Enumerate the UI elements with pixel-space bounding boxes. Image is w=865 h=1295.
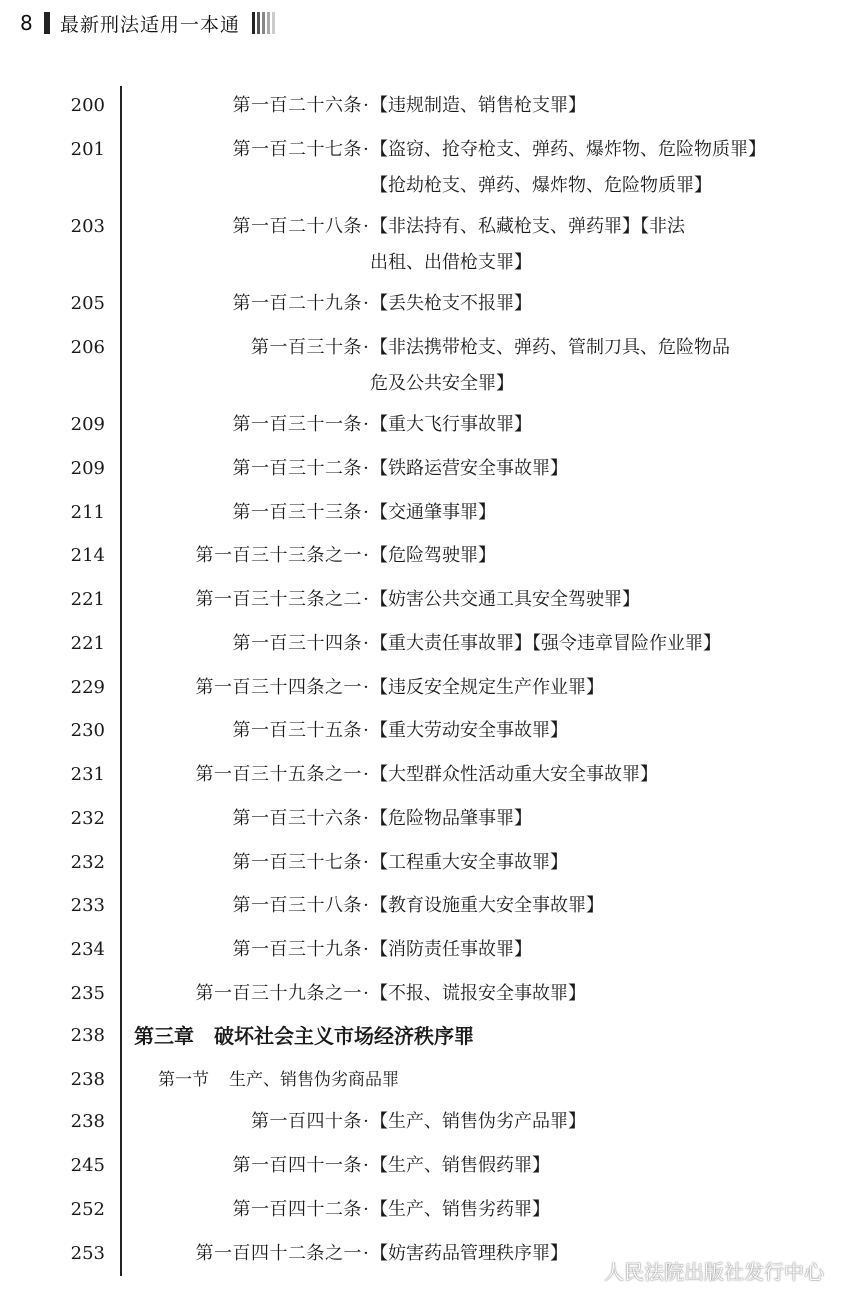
- toc-page-number: 209: [70, 458, 105, 479]
- toc-page-number: 221: [70, 633, 105, 654]
- article-number: 第一百四十一条: [232, 1155, 362, 1176]
- toc-page-number: 209: [70, 414, 105, 435]
- crime-name-line: 【违反安全规定生产作业罪】: [370, 677, 604, 698]
- leader-dot: ·: [363, 895, 369, 916]
- crime-names: [370, 132, 815, 204]
- article-number: 第一百三十三条: [232, 502, 362, 523]
- watermark-text: 人民法院出版社发行中心: [604, 1260, 824, 1284]
- crime-names: [370, 801, 815, 837]
- leader-dot: ·: [363, 458, 369, 479]
- toc-page-number: 230: [70, 720, 105, 741]
- leader-dot: ·: [363, 939, 369, 960]
- chapter-number: 第三章: [134, 1024, 194, 1048]
- article-number: 第一百三十七条: [232, 852, 362, 873]
- toc-page-number: 214: [70, 545, 105, 566]
- toc-page-number: 206: [70, 337, 105, 358]
- article-number: 第一百四十二条: [232, 1199, 362, 1220]
- article-number: 第一百二十八条: [232, 216, 362, 237]
- leader-dot: ·: [363, 1111, 369, 1132]
- article-number: 第一百二十九条: [232, 293, 362, 314]
- crime-names: [370, 451, 815, 487]
- leader-dot: ·: [363, 414, 369, 435]
- crime-name-line: 【生产、销售假药罪】: [370, 1155, 550, 1176]
- toc-page-number: 238: [70, 1069, 105, 1090]
- crime-name-line: 【重大责任事故罪】【强令违章冒险作业罪】: [370, 633, 721, 654]
- section-title: 生产、销售伪劣商品罪: [229, 1070, 399, 1090]
- crime-name-line: 【非法携带枪支、弹药、管制刀具、危险物品: [370, 337, 730, 358]
- crime-names: [370, 330, 815, 402]
- crime-names: [370, 1192, 815, 1228]
- toc-page-number: 232: [70, 808, 105, 829]
- crime-name-line: 【丢失枪支不报罪】: [370, 293, 532, 314]
- crime-names: [370, 407, 815, 443]
- crime-names: [370, 495, 815, 531]
- article-number: 第一百四十二条之一: [195, 1243, 362, 1264]
- watermark: [570, 1256, 824, 1285]
- leader-dot: ·: [363, 545, 369, 566]
- toc-page-number: 231: [70, 764, 105, 785]
- article-number: 第一百三十八条: [232, 895, 362, 916]
- crime-name-line: 【工程重大安全事故罪】: [370, 852, 568, 873]
- leader-dot: ·: [363, 983, 369, 1004]
- toc-page-number: 245: [70, 1155, 105, 1176]
- crime-name-line: 【妨害公共交通工具安全驾驶罪】: [370, 589, 640, 610]
- crime-name-line: 【危险物品肇事罪】: [370, 808, 532, 829]
- article-number: 第一百二十六条: [232, 95, 362, 116]
- article-number: 第一百三十三条之一: [195, 545, 362, 566]
- crime-names: [370, 757, 815, 793]
- leader-dot: ·: [363, 720, 369, 741]
- article-number: 第一百三十九条: [232, 939, 362, 960]
- crime-names: [370, 932, 815, 968]
- leader-dot: ·: [363, 139, 369, 160]
- article-number: 第一百二十七条: [232, 139, 362, 160]
- toc-page-number: 201: [70, 139, 105, 160]
- article-number: 第一百三十五条: [232, 720, 362, 741]
- weibo-icon: [570, 1259, 598, 1283]
- crime-names: [370, 713, 815, 749]
- crime-name-line: 【非法持有、私藏枪支、弹药罪】【非法: [370, 216, 685, 237]
- leader-dot: ·: [363, 808, 369, 829]
- leader-dot: ·: [363, 1243, 369, 1264]
- crime-names: [370, 88, 815, 124]
- toc-page-number: 221: [70, 589, 105, 610]
- crime-name-line: 出租、出借枪支罪】: [370, 252, 532, 273]
- crime-names: [370, 538, 815, 574]
- leader-dot: ·: [363, 677, 369, 698]
- chapter-title: 破坏社会主义市场经济秩序罪: [214, 1024, 474, 1048]
- leader-dot: ·: [363, 589, 369, 610]
- leader-dot: ·: [363, 502, 369, 523]
- chapter-heading: [134, 1018, 474, 1054]
- toc-page-number: 252: [70, 1199, 105, 1220]
- toc-page-number: 238: [70, 1111, 105, 1132]
- crime-name-line: 【妨害药品管理秩序罪】: [370, 1243, 568, 1264]
- article-number: 第一百四十条: [251, 1111, 362, 1132]
- header-book-title: 最新刑法适用一本通: [60, 13, 241, 36]
- toc-page-number: 229: [70, 677, 105, 698]
- toc-page-number: 233: [70, 895, 105, 916]
- crime-name-line: 【生产、销售劣药罪】: [370, 1199, 550, 1220]
- section-number: 第一节: [158, 1070, 209, 1090]
- crime-name-line: 【铁路运营安全事故罪】: [370, 458, 568, 479]
- crime-names: [370, 209, 815, 281]
- section-heading: [158, 1062, 399, 1098]
- toc-page-number: 234: [70, 939, 105, 960]
- crime-name-line: 【教育设施重大安全事故罪】: [370, 895, 604, 916]
- crime-names: [370, 582, 815, 618]
- crime-name-line: 【不报、谎报安全事故罪】: [370, 983, 586, 1004]
- leader-dot: ·: [363, 337, 369, 358]
- toc-page-number: 238: [70, 1025, 105, 1046]
- crime-name-line: 【违规制造、销售枪支罪】: [370, 95, 586, 116]
- crime-names: [370, 1148, 815, 1184]
- crime-name-line: 【消防责任事故罪】: [370, 939, 532, 960]
- crime-name-line: 危及公共安全罪】: [370, 373, 514, 394]
- article-number: 第一百三十四条之一: [195, 677, 362, 698]
- header-page-number: 8: [20, 11, 33, 35]
- article-number: 第一百三十六条: [232, 808, 362, 829]
- article-number: 第一百三十四条: [232, 633, 362, 654]
- leader-dot: ·: [363, 633, 369, 654]
- leader-dot: ·: [363, 293, 369, 314]
- crime-names: [370, 845, 815, 881]
- article-number: 第一百三十九条之一: [195, 983, 362, 1004]
- crime-names: [370, 670, 815, 706]
- crime-name-line: 【盗窃、抢夺枪支、弹药、爆炸物、危险物质罪】: [370, 139, 766, 160]
- crime-name-line: 【生产、销售伪劣产品罪】: [370, 1111, 586, 1132]
- crime-name-line: 【重大飞行事故罪】: [370, 414, 532, 435]
- leader-dot: ·: [363, 764, 369, 785]
- crime-name-line: 【抢劫枪支、弹药、爆炸物、危险物质罪】: [370, 175, 712, 196]
- leader-dot: ·: [363, 1199, 369, 1220]
- toc-page-number: 203: [70, 216, 105, 237]
- toc-page-number: 235: [70, 983, 105, 1004]
- toc-page-number: 211: [70, 502, 105, 523]
- crime-name-line: 【交通肇事罪】: [370, 502, 496, 523]
- crime-name-line: 【大型群众性活动重大安全事故罪】: [370, 764, 658, 785]
- crime-names: [370, 626, 815, 662]
- article-number: 第一百三十二条: [232, 458, 362, 479]
- crime-names: [370, 976, 815, 1012]
- article-number: 第一百三十三条之二: [195, 589, 362, 610]
- leader-dot: ·: [363, 852, 369, 873]
- toc-page-number: 232: [70, 852, 105, 873]
- article-number: 第一百三十条: [251, 337, 362, 358]
- toc-page-number: 205: [70, 293, 105, 314]
- crime-names: [370, 888, 815, 924]
- article-number: 第一百三十一条: [232, 414, 362, 435]
- leader-dot: ·: [363, 95, 369, 116]
- crime-name-line: 【重大劳动安全事故罪】: [370, 720, 568, 741]
- leader-dot: ·: [363, 216, 369, 237]
- article-number: 第一百三十五条之一: [195, 764, 362, 785]
- crime-names: [370, 286, 815, 322]
- crime-names: [370, 1104, 815, 1140]
- toc-page-number: 253: [70, 1243, 105, 1264]
- leader-dot: ·: [363, 1155, 369, 1176]
- crime-name-line: 【危险驾驶罪】: [370, 545, 496, 566]
- toc-page-number: 200: [70, 95, 105, 116]
